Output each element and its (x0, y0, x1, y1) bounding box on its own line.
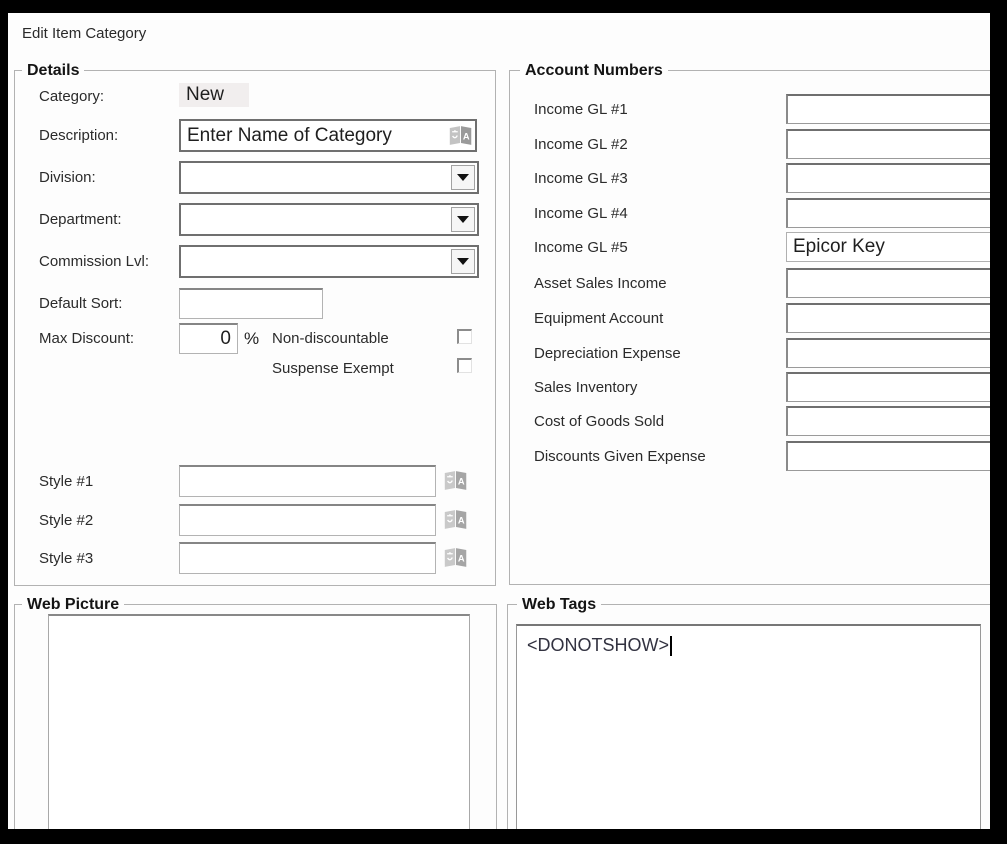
commission-lvl-label: Commission Lvl: (39, 253, 150, 270)
details-legend: Details (22, 61, 84, 80)
account-numbers-group (509, 62, 990, 585)
text-caret (670, 636, 672, 656)
web-tags-legend: Web Tags (517, 595, 601, 614)
discounts-given-expense-input[interactable] (786, 441, 990, 471)
svg-text:A: A (457, 515, 465, 526)
style-3-input[interactable] (179, 542, 436, 574)
dialog-title: Edit Item Category (22, 25, 147, 42)
account-numbers-legend: Account Numbers (520, 61, 668, 80)
suspense-exempt-checkbox[interactable] (457, 358, 472, 373)
svg-text:A: A (457, 553, 465, 564)
equipment-account-input[interactable] (786, 303, 990, 333)
commission-lvl-select[interactable] (179, 245, 479, 278)
cost-of-goods-sold-label: Cost of Goods Sold (534, 412, 665, 430)
income-gl-3-label: Income GL #3 (534, 169, 628, 187)
style-1-input[interactable] (179, 465, 436, 497)
translate-icon[interactable] (442, 507, 470, 532)
department-select[interactable] (179, 203, 479, 236)
income-gl-4-label: Income GL #4 (534, 204, 628, 222)
chevron-down-icon (457, 174, 469, 181)
income-gl-1-input[interactable] (786, 94, 990, 124)
chevron-down-icon (457, 216, 469, 223)
style-1-label: Style #1 (39, 472, 94, 490)
asset-sales-income-input[interactable] (786, 268, 990, 298)
web-tags-text: <DONOTSHOW> (527, 635, 670, 655)
percent-unit-label: % (244, 328, 260, 348)
income-gl-1-label: Income GL #1 (534, 100, 628, 118)
web-tags-textarea[interactable] (516, 624, 981, 829)
division-dropdown-button[interactable] (451, 165, 475, 190)
details-group (14, 62, 496, 586)
income-gl-4-input[interactable] (786, 198, 990, 228)
category-value: New (179, 83, 249, 107)
max-discount-input[interactable] (179, 323, 238, 354)
income-gl-5-input[interactable] (786, 232, 990, 262)
translate-icon[interactable] (442, 468, 470, 493)
svg-text:A: A (457, 476, 465, 487)
cost-of-goods-sold-input[interactable] (786, 406, 990, 436)
division-select[interactable] (179, 161, 479, 194)
income-gl-2-label: Income GL #2 (534, 135, 628, 153)
equipment-account-label: Equipment Account (534, 309, 664, 327)
default-sort-input[interactable] (179, 288, 323, 319)
translate-icon[interactable] (442, 545, 470, 570)
web-picture-group (14, 596, 497, 829)
style-2-input[interactable] (179, 504, 436, 536)
default-sort-label: Default Sort: (39, 295, 123, 312)
translate-icon[interactable] (447, 123, 475, 148)
discounts-given-expense-label: Discounts Given Expense (534, 447, 706, 465)
non-discountable-label: Non-discountable (272, 330, 389, 347)
style-3-label: Style #3 (39, 549, 94, 567)
style-2-label: Style #2 (39, 511, 94, 529)
non-discountable-checkbox[interactable] (457, 329, 472, 344)
description-label: Description: (39, 127, 119, 144)
commission-dropdown-button[interactable] (451, 249, 475, 274)
income-gl-3-input[interactable] (786, 163, 990, 193)
web-picture-legend: Web Picture (22, 595, 124, 614)
sales-inventory-label: Sales Inventory (534, 378, 638, 396)
svg-text:A: A (462, 131, 470, 142)
suspense-exempt-label: Suspense Exempt (272, 359, 394, 377)
depreciation-expense-label: Depreciation Expense (534, 344, 681, 362)
sales-inventory-input[interactable] (786, 372, 990, 402)
chevron-down-icon (457, 258, 469, 265)
category-label: Category: (39, 87, 105, 105)
max-discount-label: Max Discount: (39, 330, 135, 347)
division-label: Division: (39, 169, 96, 186)
edit-item-category-dialog (8, 13, 990, 829)
department-label: Department: (39, 211, 122, 228)
description-input[interactable] (179, 119, 477, 152)
asset-sales-income-label: Asset Sales Income (534, 274, 667, 292)
web-tags-group (507, 596, 990, 829)
depreciation-expense-input[interactable] (786, 338, 990, 368)
department-dropdown-button[interactable] (451, 207, 475, 232)
income-gl-5-label: Income GL #5 (534, 238, 628, 256)
web-picture-box[interactable] (48, 614, 470, 829)
income-gl-2-input[interactable] (786, 129, 990, 159)
